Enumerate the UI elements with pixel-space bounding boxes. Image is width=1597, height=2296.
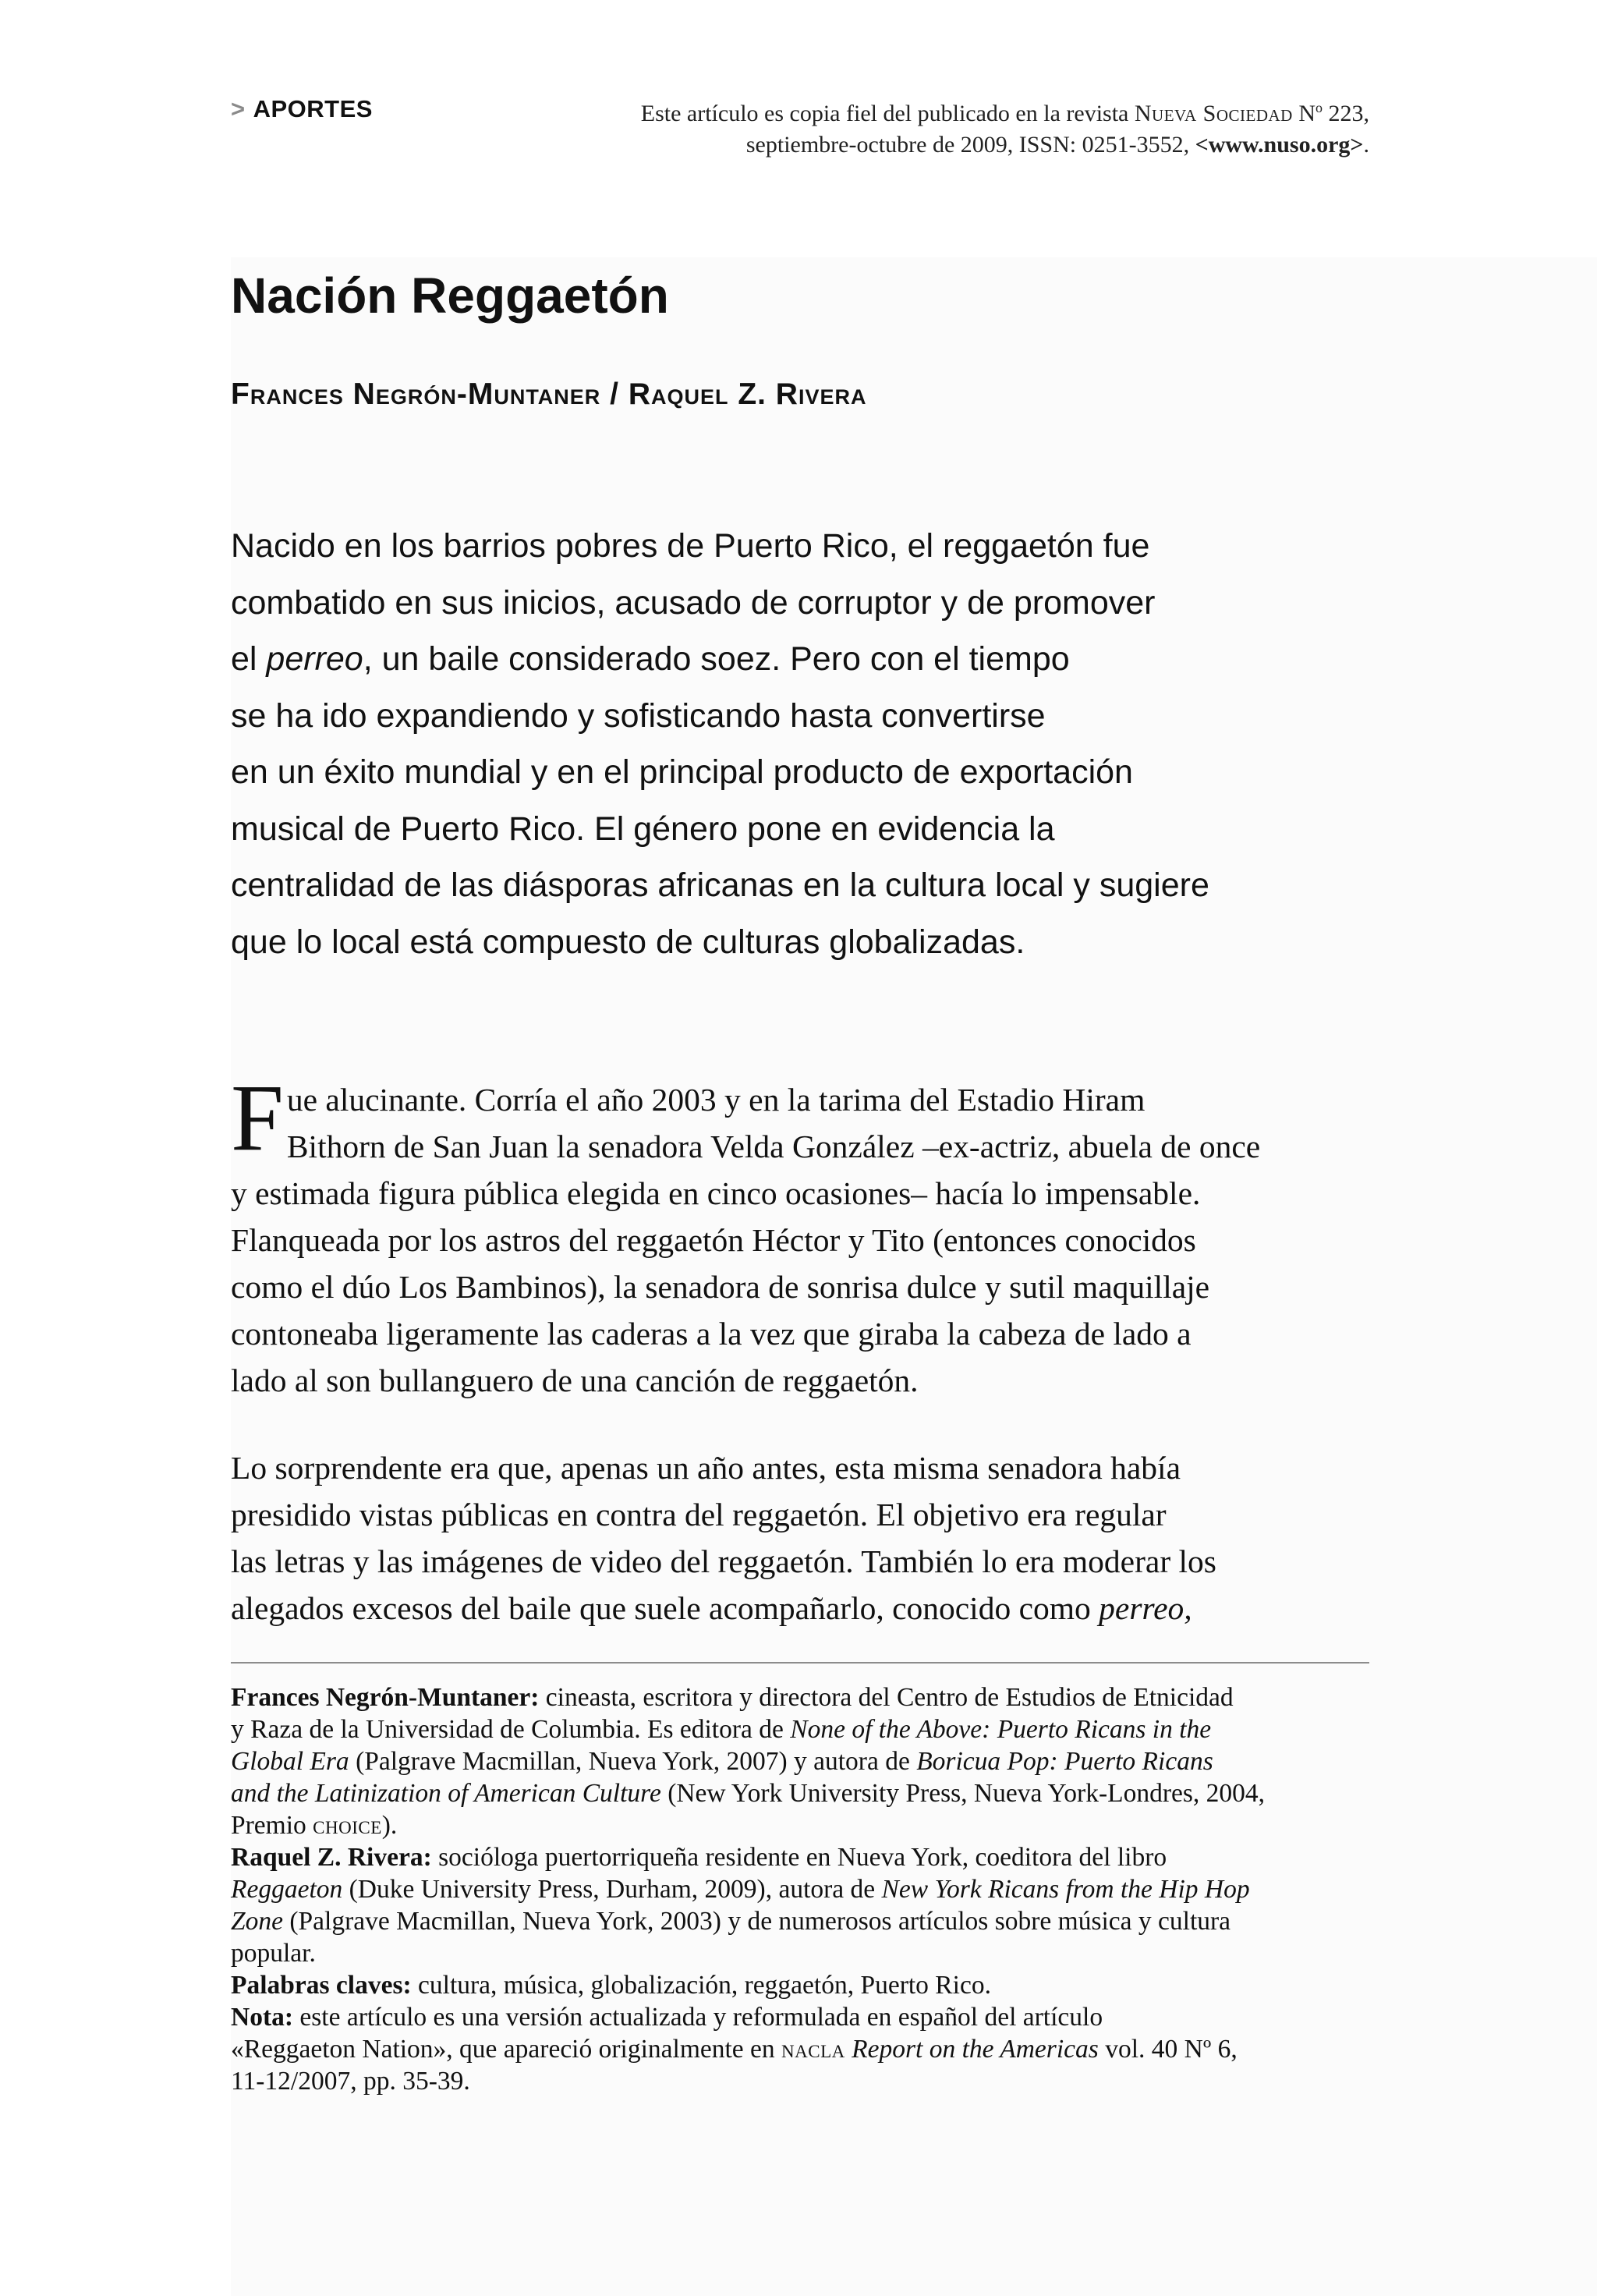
chevron-right-icon: >	[231, 95, 246, 122]
article-title: Nación Reggaetón	[231, 268, 669, 324]
page-header	[231, 92, 1369, 170]
journal-url-link[interactable]: <www.nuso.org>	[1195, 132, 1364, 158]
note-line: «Reggaeton Nation», que apareció originalmente en nacla Report on the Americas vol. 40 Nº 6,	[231, 2035, 1238, 2064]
note-line: y Raza de la Universidad de Columbia. Es editora de None of the Above: Puerto Ricans in the	[231, 1715, 1212, 1744]
note-line: and the Latinization of American Culture (New York University Press, Nueva York-Londres, 2004,	[231, 1779, 1266, 1808]
journal-name: Nueva Sociedad	[1134, 101, 1293, 126]
note-line: Frances Negrón-Muntaner: cineasta, escritora y directora del Centro de Estudios de Etnicidad	[231, 1683, 1234, 1712]
citation-note	[465, 92, 1369, 161]
article-abstract: Nacido en los barrios pobres de Puerto Rico, el reggaetón fue combatido en sus inicios, acusado de corruptor y de promover el perreo, un baile considerado soez. Pero con el tiempo se ha ido expandiendo y sofisticando hasta convertirse en un éxito mundial y en el principal producto de exportación musical de Puerto Rico. El género pone en evidencia la centralidad de las diásporas africanas en la cultura local y sugiere que lo local está compuesto de culturas globalizadas.	[231, 527, 1209, 961]
note-line: Global Era (Palgrave Macmillan, Nueva York, 2007) y autora de Boricua Pop: Puerto Ricans	[231, 1747, 1213, 1776]
footnote-divider	[231, 1662, 1369, 1664]
article-authors: Frances Negrón-Muntaner / Raquel Z. Rivera	[231, 377, 867, 411]
note-line: Zone (Palgrave Macmillan, Nueva York, 2003) y de numerosos artículos sobre música y cultura	[231, 1907, 1231, 1936]
note-line: 11-12/2007, pp. 35-39.	[231, 2067, 470, 2096]
note-line: Reggaeton (Duke University Press, Durham, 2009), autora de New York Ricans from the Hip Hop	[231, 1875, 1250, 1904]
citation-line: Este artículo es copia fiel del publicado en la revista Nueva Sociedad $N^o$ 223,	[640, 100, 1369, 126]
section-tag	[231, 95, 373, 123]
body-paragraph: Lo sorprendente era que, apenas un año antes, esta misma senadora había presidido vistas públicas en contra del reggaetón. El objetivo era regular las letras y las imágenes de video del reggaetón. También lo era moderar los alegados excesos del baile que suele acompañarlo, conocido como perreo,	[231, 1450, 1216, 1626]
note-line: Palabras claves: cultura, música, globalización, reggaetón, Puerto Rico.	[231, 1971, 991, 2000]
body-paragraph: F ue alucinante. Corría el año 2003 y en la tarima del Estadio Hiram Bithorn de San Juan la senadora Velda González –ex-actriz, abuela de once y estimada figura pública elegida en cinco ocasiones– hacía lo impensable. Flanqueada por los astros del reggaetón Héctor y Tito (entonces conocidos como el dúo Los Bambinos), la senadora de sonrisa dulce y sutil maquillaje contoneaba ligeramente las caderas a la vez que giraba la cabeza de lado a lado al son bullanguero de una canción de reggaetón.	[231, 1065, 1261, 1398]
drop-cap: F	[231, 1065, 284, 1171]
citation-line: septiembre-octubre de 2009, ISSN: 0251-3552, <www.nuso.org>.	[745, 132, 1369, 158]
author-notes	[231, 1681, 1369, 2097]
note-line: Premio choice).	[231, 1811, 398, 1840]
note-line: Nota: este artículo es una versión actualizada y reformulada en español del artículo	[231, 2003, 1103, 2032]
note-line: popular.	[231, 1939, 316, 1968]
note-line: Raquel Z. Rivera: socióloga puertorriqueña residente en Nueva York, coeditora del libro	[231, 1843, 1167, 1872]
section-label: APORTES	[253, 95, 373, 122]
